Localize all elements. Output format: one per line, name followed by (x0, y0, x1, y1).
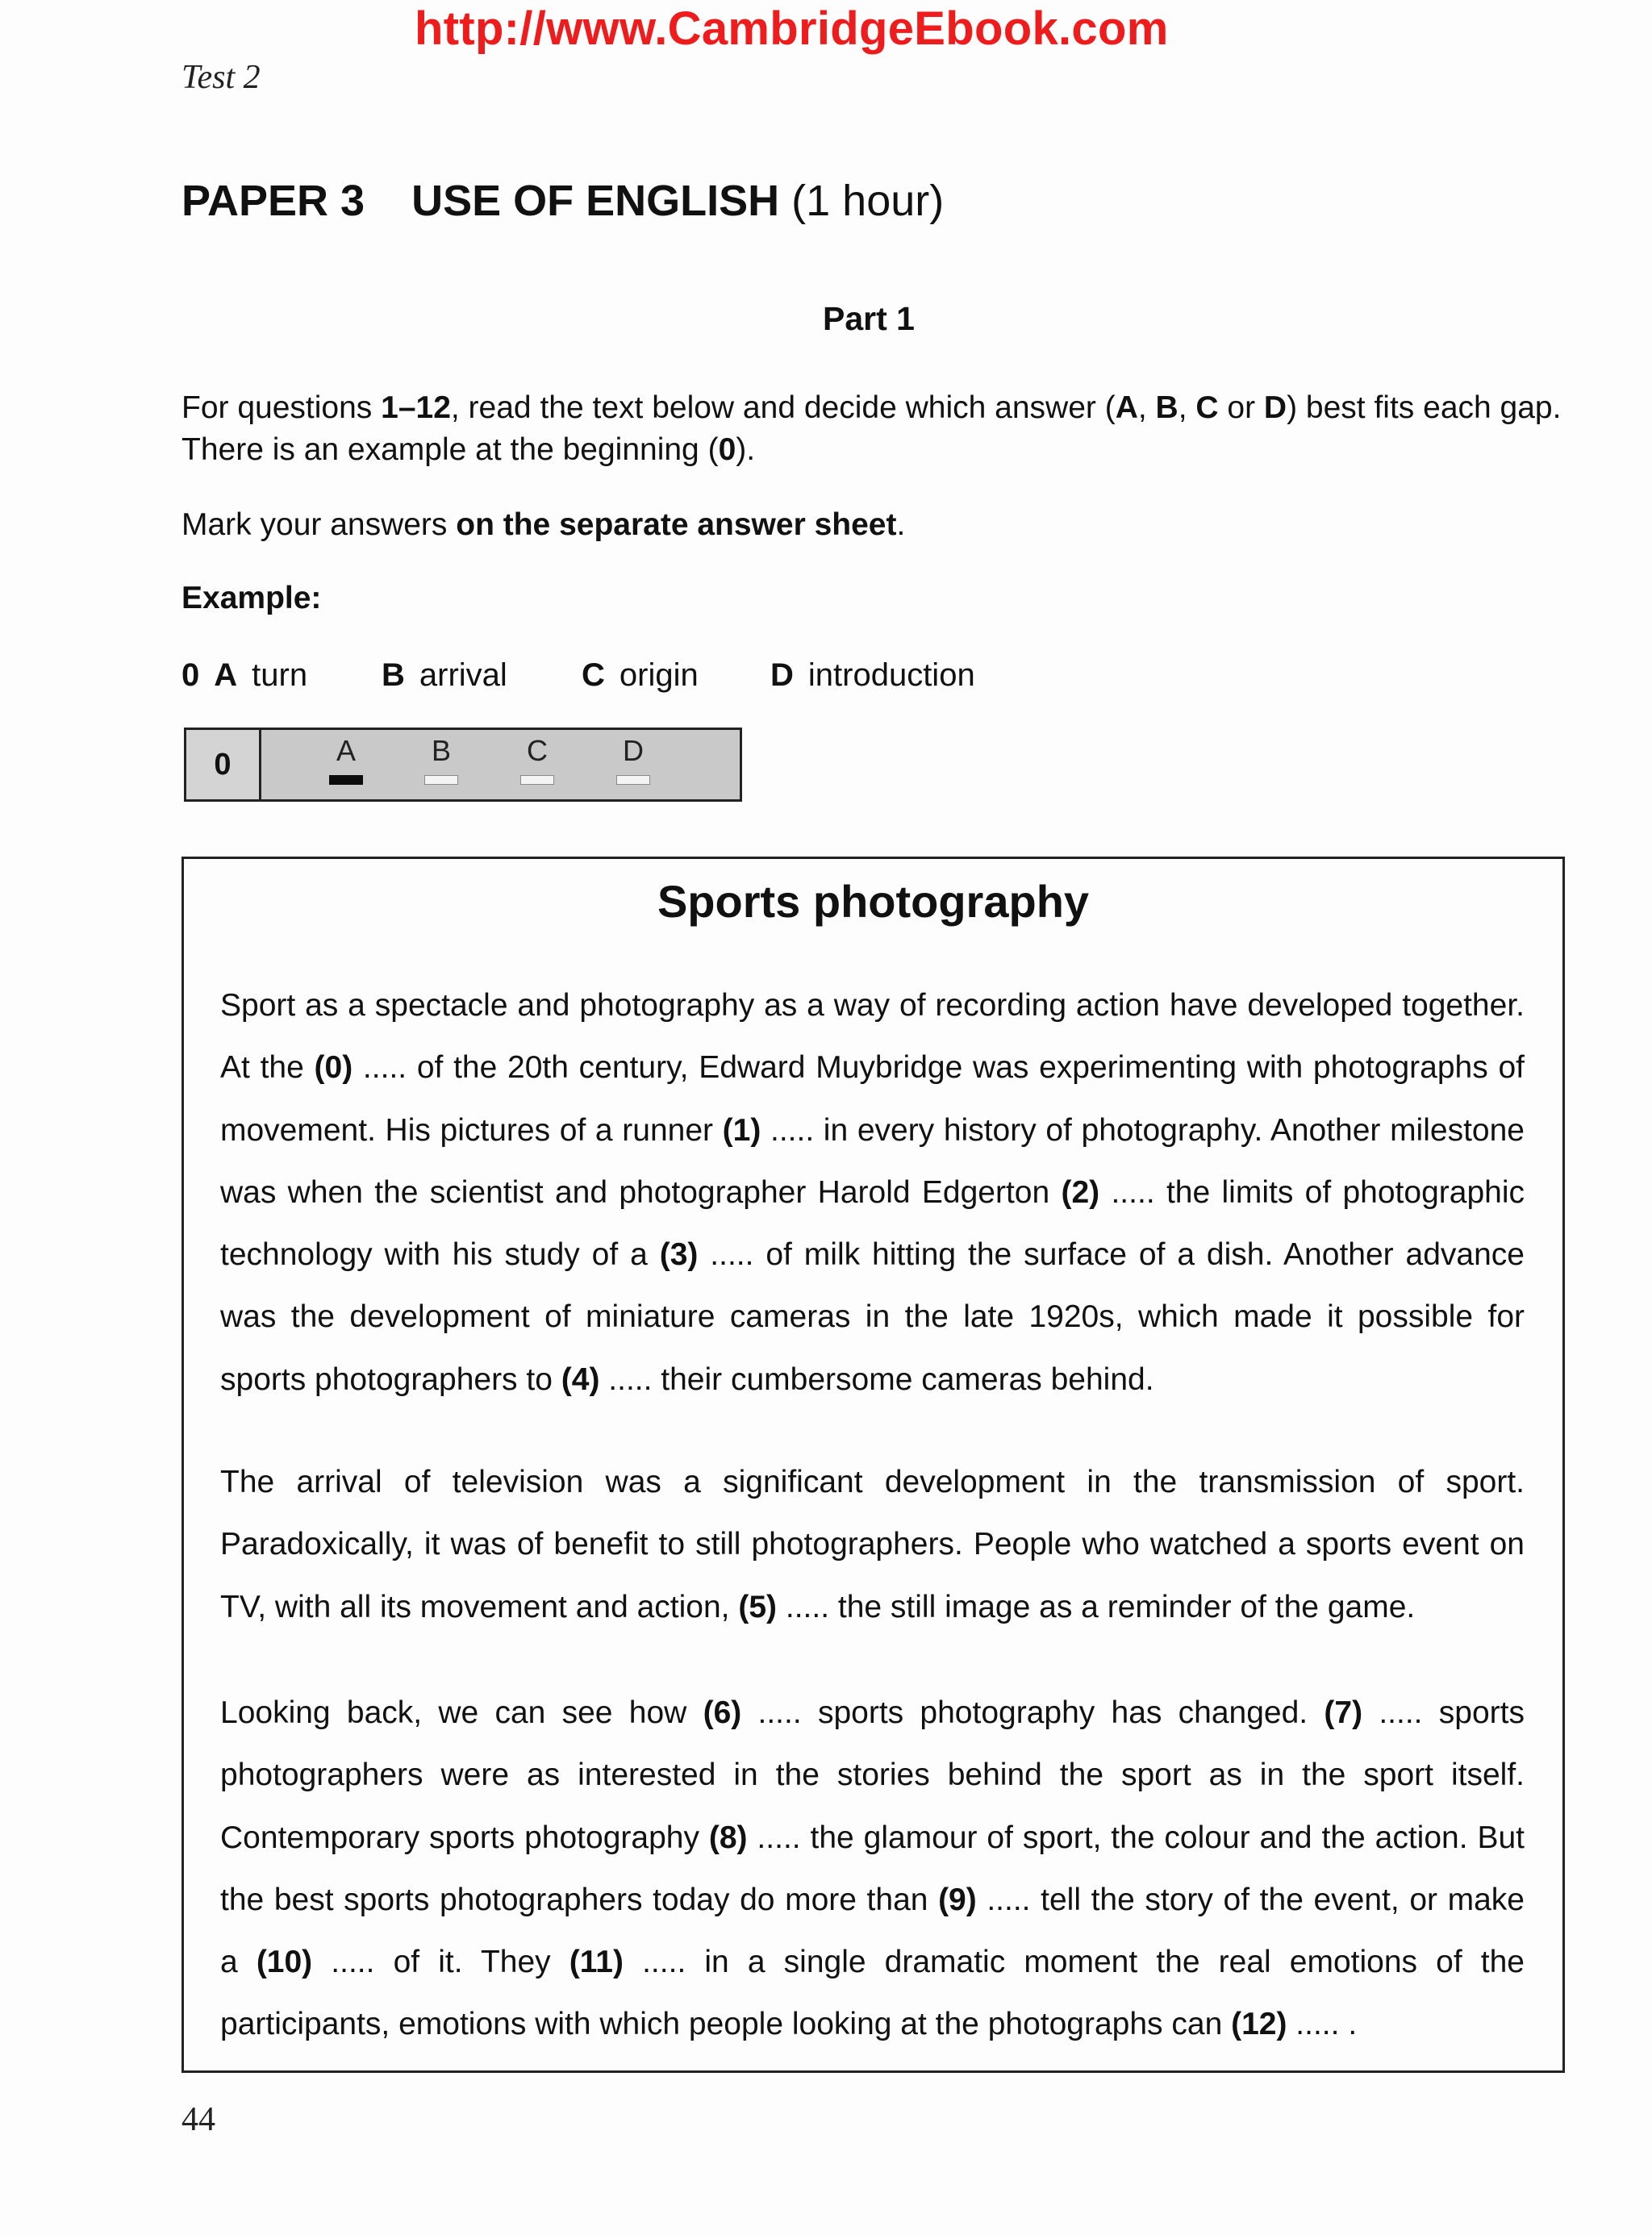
example-label: Example: (181, 581, 322, 615)
passage-title: Sports photography (657, 876, 1090, 927)
passage-paragraph-1: Sport as a spectacle and photography as a way of recording action have developed together. At the (0) ..... of the 20th century, Edward Muybridge was experimenting with photographs of movement. His pictures of a runner (1) ..... in every history of photography. Another milestone was when the scientist and photographer Harold Edgerton (2) ..... the limits of photographic technology with his study of a (3) ..... of milk hitting the surface of a dish. Another advance was the development of miniature cameras in the late 1920s, which made it possible for sports photographers to (4) ..... their cumbersome cameras behind. (220, 988, 1525, 1397)
answer-mark-c (520, 775, 554, 785)
instruction-line-3: Mark your answers on the separate answer sheet. (181, 507, 906, 542)
example-option-a: 0 A turn (181, 657, 308, 693)
answer-mark-b (424, 775, 458, 785)
answer-grid-option-c: C (513, 735, 561, 785)
instruction-line-2: There is an example at the beginning (0). (181, 432, 756, 467)
example-option-c: C origin (582, 657, 699, 693)
passage-box (181, 857, 1565, 2073)
answer-mark-d (616, 775, 650, 785)
page-number: 44 (181, 2101, 215, 2138)
example-answer-grid (184, 728, 742, 802)
passage-paragraph-2: The arrival of television was a significant development in the transmission of sport. Paradoxically, it was of benefit to still photographers. People who watched a sports event on TV, with all its movement and action, (5) ..... the still image as a reminder of the game. (220, 1465, 1525, 1624)
running-header: Test 2 (181, 59, 261, 96)
paper-heading (181, 176, 944, 226)
part-heading: Part 1 (823, 300, 915, 337)
instruction-line-1: For questions 1–12, read the text below and decide which answer (A, B, C or D) best fits each gap. (181, 390, 1562, 425)
example-question-number: 0 (181, 657, 200, 693)
paper-title: USE OF ENGLISH (411, 177, 780, 225)
example-option-d: D introduction (770, 657, 975, 693)
watermark-url: http://www.CambridgeEbook.com (415, 2, 1169, 55)
answer-grid-option-d: D (609, 735, 657, 785)
answer-grid-number: 0 (186, 730, 261, 799)
example-option-b: B arrival (382, 657, 507, 693)
paper-number: PAPER 3 (181, 177, 365, 225)
passage-paragraph-3: Looking back, we can see how (6) ..... sports photography has changed. (7) ..... sports photographers were as interested in the stories behind the sport as in the sport itself. Contemporary sports photography (8) ..... the glamour of sport, the colour and the action. But the best sports photographers today do more than (9) ..... tell the story of the event, or make a (10) ..... of it. They (11) ..... in a single dramatic moment the real emotions of the participants, emotions with which people looking at the photographs can (12) ..... . (220, 1695, 1525, 2042)
answer-grid-option-a: A (322, 735, 370, 785)
answer-mark-a-filled (329, 775, 363, 785)
answer-grid-option-b: B (417, 735, 465, 785)
paper-duration: (1 hour) (791, 177, 945, 225)
